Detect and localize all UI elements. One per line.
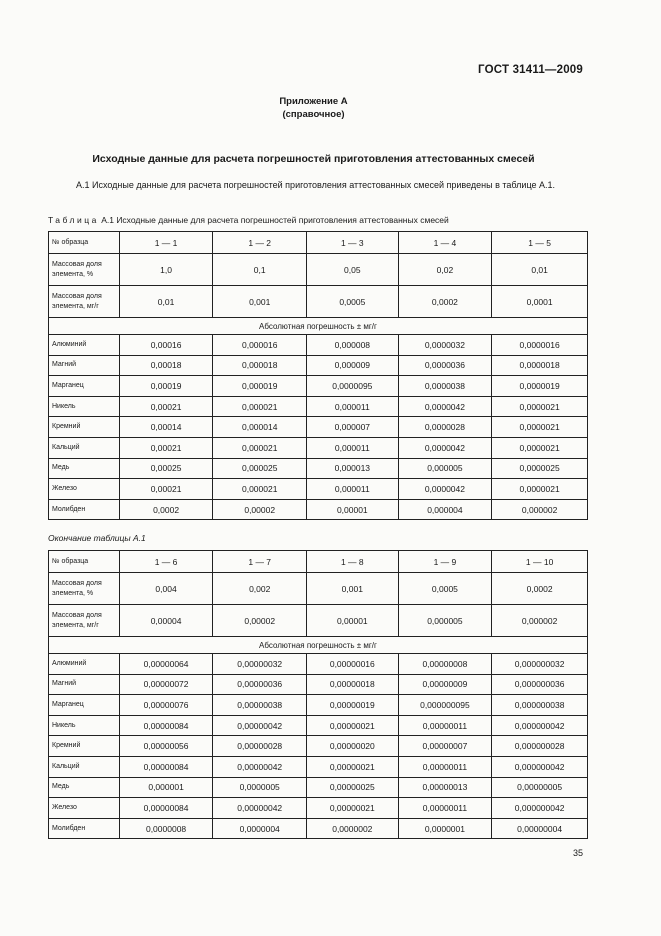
table-cell: 0,00000021	[307, 798, 399, 819]
table-row	[49, 736, 588, 757]
table-cell: 0,0000036	[398, 355, 492, 376]
table-row	[49, 376, 588, 397]
table-cell: 0,00000072	[119, 674, 213, 695]
abs-error-label: Абсолютная погрешность ± мг/г	[49, 318, 588, 335]
table-cell: 0,0000021	[492, 417, 588, 438]
table-cell: 0,00021	[119, 479, 213, 500]
element-name: Магний	[49, 674, 120, 695]
table-cell: 0,0005	[398, 573, 492, 605]
table-cell: 0,00025	[119, 458, 213, 479]
table-cell: 0,00000064	[119, 654, 213, 675]
table-row	[49, 777, 588, 798]
table-cell: 0,0000016	[492, 335, 588, 356]
element-name: Медь	[49, 458, 120, 479]
element-name: Молибден	[49, 818, 120, 839]
table-cell: 0,00000008	[398, 654, 492, 675]
table-cell: 0,000011	[307, 479, 399, 500]
table-cell: 0,0005	[307, 286, 399, 318]
table-row	[49, 335, 588, 356]
table-cell: 0,000000032	[492, 654, 588, 675]
column-header: 1 — 4	[398, 232, 492, 254]
table-cell: 0,0000002	[307, 818, 399, 839]
sample-number-label: № образца	[49, 551, 120, 573]
table-cell: 0,000000042	[492, 756, 588, 777]
element-name: Кремний	[49, 736, 120, 757]
table-cell: 0,00000025	[307, 777, 399, 798]
table-row	[49, 437, 588, 458]
table-cell: 0,00001	[307, 499, 399, 520]
table-cell: 0,002	[213, 573, 307, 605]
element-name: Железо	[49, 798, 120, 819]
table-cell: 0,0000019	[492, 376, 588, 397]
table-cell: 0,000013	[307, 458, 399, 479]
table-cell: 0,0000004	[213, 818, 307, 839]
table-row	[49, 695, 588, 716]
table1-caption-prefix: Таблица	[48, 215, 99, 225]
element-name: Кальций	[49, 756, 120, 777]
table-cell: 0,0001	[492, 286, 588, 318]
table-cell: 0,000019	[213, 376, 307, 397]
table-cell: 0,000008	[307, 335, 399, 356]
element-name: Медь	[49, 777, 120, 798]
table-cell: 0,000000042	[492, 715, 588, 736]
abs-error-header-row	[49, 318, 588, 335]
column-header: 1 — 9	[398, 551, 492, 573]
table-cell: 0,00000004	[492, 818, 588, 839]
table-cell: 0,0000038	[398, 376, 492, 397]
table-cell: 0,00000084	[119, 798, 213, 819]
table-cell: 0,00000020	[307, 736, 399, 757]
table-cell: 0,000005	[398, 458, 492, 479]
table-cell: 0,00000056	[119, 736, 213, 757]
table-cell: 0,000021	[213, 437, 307, 458]
table-cell: 0,0000001	[398, 818, 492, 839]
table-cell: 0,02	[398, 254, 492, 286]
table-cell: 0,00000005	[492, 777, 588, 798]
column-header: 1 — 8	[307, 551, 399, 573]
table-cell: 0,001	[307, 573, 399, 605]
table-row	[49, 499, 588, 520]
table-cell: 0,00000076	[119, 695, 213, 716]
element-name: Кремний	[49, 417, 120, 438]
table-cell: 0,00018	[119, 355, 213, 376]
table-cell: 0,000014	[213, 417, 307, 438]
mass-fraction-percent-label: Массовая доля элемента, %	[49, 573, 120, 605]
table-cell: 0,0002	[119, 499, 213, 520]
table-row	[49, 458, 588, 479]
table-cell: 0,00000042	[213, 756, 307, 777]
table-cell: 0,00000016	[307, 654, 399, 675]
table-cell: 0,0000008	[119, 818, 213, 839]
table2	[48, 550, 588, 839]
mass-fraction-mg-label: Массовая доля элемента, мг/г	[49, 605, 120, 637]
table-cell: 0,00000007	[398, 736, 492, 757]
element-name: Железо	[49, 479, 120, 500]
table-cell: 0,000011	[307, 437, 399, 458]
table-cell: 0,00000032	[213, 654, 307, 675]
header-row	[49, 551, 588, 573]
element-name: Кальций	[49, 437, 120, 458]
table-cell: 0,000001	[119, 777, 213, 798]
table-cell: 0,00000021	[307, 715, 399, 736]
table-row	[49, 479, 588, 500]
mass-fraction-mg-label: Массовая доля элемента, мг/г	[49, 286, 120, 318]
table-cell: 0,00016	[119, 335, 213, 356]
abs-error-header-row	[49, 637, 588, 654]
table-cell: 0,0000021	[492, 396, 588, 417]
element-name: Марганец	[49, 376, 120, 397]
table-cell: 0,0000042	[398, 437, 492, 458]
table-cell: 0,00000009	[398, 674, 492, 695]
table-cell: 0,000000028	[492, 736, 588, 757]
table-cell: 0,00014	[119, 417, 213, 438]
annex-title: Приложение А	[279, 96, 348, 107]
column-header: 1 — 6	[119, 551, 213, 573]
mass-fraction-percent-row	[49, 573, 588, 605]
table-cell: 0,00002	[213, 499, 307, 520]
table-cell: 0,00000042	[213, 798, 307, 819]
mass-fraction-percent-label: Массовая доля элемента, %	[49, 254, 120, 286]
table-cell: 0,05	[307, 254, 399, 286]
element-name: Никель	[49, 715, 120, 736]
table-cell: 0,0000021	[492, 479, 588, 500]
table-cell: 0,00000011	[398, 798, 492, 819]
table-cell: 0,0000005	[213, 777, 307, 798]
table-cell: 0,0000095	[307, 376, 399, 397]
table-cell: 0,00000038	[213, 695, 307, 716]
table-cell: 0,000018	[213, 355, 307, 376]
mass-fraction-mg-row	[49, 286, 588, 318]
table-cell: 0,0000042	[398, 396, 492, 417]
table-cell: 0,000004	[398, 499, 492, 520]
element-name: Марганец	[49, 695, 120, 716]
table-cell: 0,000005	[398, 605, 492, 637]
annex-title-block	[0, 95, 627, 121]
table-cell: 0,00000036	[213, 674, 307, 695]
table-cell: 0,000007	[307, 417, 399, 438]
table-row	[49, 674, 588, 695]
mass-fraction-percent-row	[49, 254, 588, 286]
table-cell: 0,1	[213, 254, 307, 286]
table-cell: 0,0002	[398, 286, 492, 318]
table-cell: 0,000009	[307, 355, 399, 376]
table-cell: 0,000000038	[492, 695, 588, 716]
table1-caption-text: А.1 Исходные данные для расчета погрешностей приготовления аттестованных смесей	[101, 215, 449, 225]
table-cell: 0,00000028	[213, 736, 307, 757]
abs-error-label: Абсолютная погрешность ± мг/г	[49, 637, 588, 654]
column-header: 1 — 3	[307, 232, 399, 254]
table-row	[49, 798, 588, 819]
table-cell: 0,001	[213, 286, 307, 318]
table-cell: 0,00019	[119, 376, 213, 397]
table-cell: 0,004	[119, 573, 213, 605]
table1-caption	[48, 215, 449, 225]
table-cell: 0,000002	[492, 605, 588, 637]
table-cell: 0,00021	[119, 396, 213, 417]
table-cell: 0,00000021	[307, 756, 399, 777]
element-name: Никель	[49, 396, 120, 417]
table-cell: 0,000002	[492, 499, 588, 520]
column-header: 1 — 10	[492, 551, 588, 573]
table-row	[49, 355, 588, 376]
page-number: 35	[572, 848, 583, 858]
table-cell: 1,0	[119, 254, 213, 286]
table-cell: 0,00000084	[119, 756, 213, 777]
table-row	[49, 654, 588, 675]
table-row	[49, 715, 588, 736]
column-header: 1 — 2	[213, 232, 307, 254]
table-cell: 0,0000032	[398, 335, 492, 356]
table-cell: 0,000000036	[492, 674, 588, 695]
table-row	[49, 756, 588, 777]
table-cell: 0,00002	[213, 605, 307, 637]
section-heading: Исходные данные для расчета погрешностей приготовления аттестованных смесей	[92, 153, 535, 165]
table-cell: 0,00021	[119, 437, 213, 458]
table-cell: 0,00000011	[398, 715, 492, 736]
document-code: ГОСТ 31411—2009	[478, 64, 583, 76]
table-cell: 0,000021	[213, 396, 307, 417]
table-cell: 0,00000018	[307, 674, 399, 695]
element-name: Алюминий	[49, 654, 120, 675]
table-cell: 0,01	[492, 254, 588, 286]
table-cell: 0,00000084	[119, 715, 213, 736]
element-name: Алюминий	[49, 335, 120, 356]
table-row	[49, 396, 588, 417]
table-cell: 0,00000011	[398, 756, 492, 777]
table-cell: 0,0000028	[398, 417, 492, 438]
table-cell: 0,000000042	[492, 798, 588, 819]
column-header: 1 — 1	[119, 232, 213, 254]
table-cell: 0,000021	[213, 479, 307, 500]
intro-paragraph: А.1 Исходные данные для расчета погрешностей приготовления аттестованных смесей приведены в таблице А.1.	[76, 180, 556, 190]
table-cell: 0,000016	[213, 335, 307, 356]
table-cell: 0,0000042	[398, 479, 492, 500]
table-cell: 0,00000013	[398, 777, 492, 798]
table-cell: 0,00004	[119, 605, 213, 637]
table-cell: 0,000011	[307, 396, 399, 417]
table-row	[49, 818, 588, 839]
table1	[48, 231, 588, 520]
table-cell: 0,0002	[492, 573, 588, 605]
sample-number-label: № образца	[49, 232, 120, 254]
mass-fraction-mg-row	[49, 605, 588, 637]
table-cell: 0,01	[119, 286, 213, 318]
table-cell: 0,000025	[213, 458, 307, 479]
header-row	[49, 232, 588, 254]
table-cell: 0,000000095	[398, 695, 492, 716]
element-name: Магний	[49, 355, 120, 376]
column-header: 1 — 7	[213, 551, 307, 573]
table-cell: 0,00001	[307, 605, 399, 637]
table2-caption: Окончание таблицы А.1	[48, 533, 146, 543]
element-name: Молибден	[49, 499, 120, 520]
table-cell: 0,0000021	[492, 437, 588, 458]
table-row	[49, 417, 588, 438]
column-header: 1 — 5	[492, 232, 588, 254]
table-cell: 0,00000019	[307, 695, 399, 716]
table-cell: 0,0000018	[492, 355, 588, 376]
table-cell: 0,00000042	[213, 715, 307, 736]
annex-subtitle: (справочное)	[282, 109, 345, 120]
table-cell: 0,0000025	[492, 458, 588, 479]
